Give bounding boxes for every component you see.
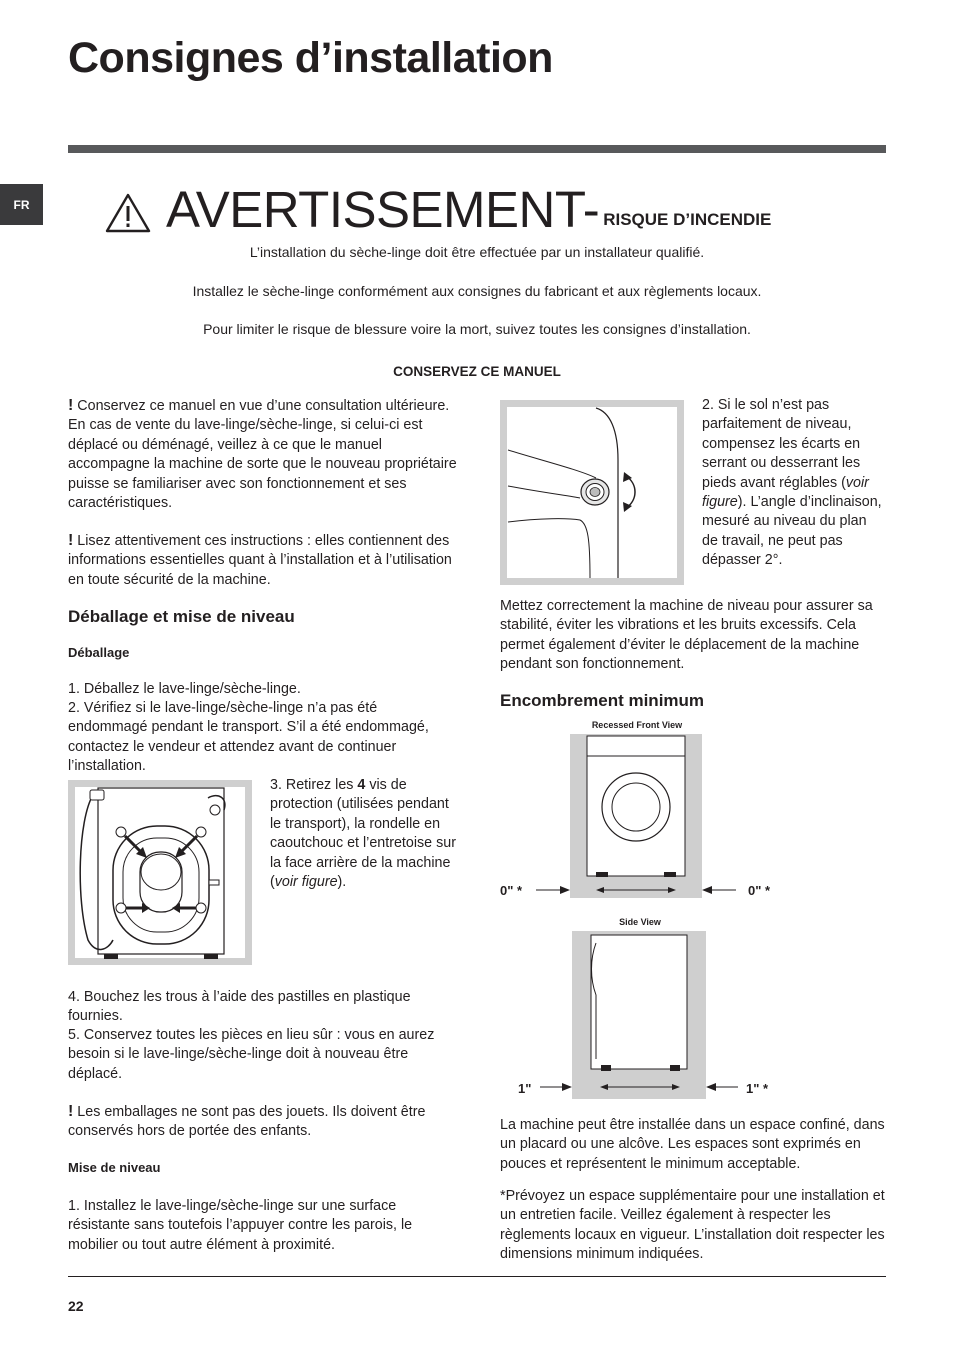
warning-line-1: L’installation du sèche-linge doit être effectuée par un installateur qualifié. — [249, 244, 705, 260]
side-view-label: Side View — [619, 917, 661, 927]
step3-text-a: 3. Retirez les — [270, 777, 358, 793]
front-view-diagram — [500, 732, 800, 902]
language-tab: FR — [0, 184, 43, 225]
exclamation-icon: ! — [68, 532, 74, 549]
note-packaging — [68, 1102, 460, 1142]
note-read-instructions — [68, 531, 460, 590]
unpack-step-4: 4. Bouchez les trous à l’aide des pastilles en plastique fournies. — [68, 989, 411, 1025]
warning-line-3: Pour limiter le risque de blessure voire la mort, suivez toutes les consignes d’installation. — [203, 321, 751, 337]
level2-text-a: 2. Si le sol n’est pas parfaitement de niveau, compensez les écarts en serrant ou desserrant les pieds avant réglables ( — [702, 397, 861, 491]
leveling-feet-figure — [500, 400, 684, 585]
header-rule — [68, 145, 886, 153]
step3-text-b: vis de protection (utilisées pendant le transport), la rondelle en caoutchouc et l’entretoise sur la face arrière de la machine ( — [270, 777, 456, 891]
page-number: 22 — [68, 1298, 84, 1314]
note-keep-manual — [68, 396, 460, 513]
page-title: Consignes d’installation — [68, 34, 553, 82]
step3-text-c: ). — [337, 874, 347, 891]
footer-rule — [68, 1276, 886, 1277]
leveling-paragraph: Mettez correctement la machine de niveau pour assurer sa stabilité, éviter les vibrations et les bruits excessifs. Cela permet également d’éviter le déplacement de la machine pendant son fonctionnement. — [500, 598, 873, 673]
section-title-clearance: Encombrement minimum — [500, 691, 705, 710]
clearance-paragraph-2: *Prévoyez un espace supplémentaire pour une installation et un entretien facile. Veillez également à respecter les règlements locaux en vigueur. L’installation doit respecter les dimensions minimum indiquées. — [500, 1188, 885, 1263]
level-step-1: 1. Installez le lave-linge/sèche-linge sur une surface résistante sans toutefois l’appuyer contre les parois, le mobilier ou tout autre élément à proximité. — [68, 1198, 413, 1253]
exclamation-icon: ! — [68, 397, 74, 414]
subsection-title-level: Mise de niveau — [68, 1160, 161, 1175]
subsection-title-unpack: Déballage — [68, 645, 130, 660]
clearance-paragraph-1: La machine peut être installée dans un espace confiné, dans un placard ou une alcôve. Les espaces sont exprimés en pouces et représentent le minimum acceptable. — [500, 1117, 885, 1172]
unpack-step-5: 5. Conservez toutes les pièces en lieu sûr : vous en aurez besoin si le lave-linge/sèche-linge doit à nouveau être déplacé. — [68, 1027, 435, 1082]
side-view-diagram — [500, 929, 800, 1101]
note-text: Conservez ce manuel en vue d’une consultation ultérieure. En cas de vente du lave-linge/sèche-linge, si celui-ci est déplacé ou déménagé, veillez à ce que le manuel accompagne la machine de sorte que le nouveau propriétaire puisse se familiariser avec son fonctionnement et ses caractéristiques. — [68, 398, 457, 512]
front-right-clearance: 0" * — [748, 883, 771, 898]
step3-screw-count: 4 — [357, 777, 366, 793]
side-right-clearance: 1" * — [746, 1081, 769, 1096]
unpack-step-2: 2. Vérifiez si le lave-linge/sèche-linge n’a pas été endommagé pendant le transport. S’il a été endommagé, contactez le vendeur et attendez avant de continuer l’installation. — [68, 700, 429, 775]
warning-triangle-icon — [104, 192, 152, 234]
warning-line-2: Installez le sèche-linge conformément aux consignes du fabricant et aux règlements locaux. — [192, 283, 762, 299]
level-step-2 — [702, 396, 886, 571]
note-text: Les emballages ne sont pas des jouets. Ils doivent être conservés hors de portée des enfants. — [68, 1104, 426, 1140]
front-left-clearance: 0" * — [500, 883, 523, 898]
warning-title: AVERTISSEMENT- — [166, 181, 600, 238]
exclamation-icon: ! — [68, 1103, 74, 1120]
side-left-clearance: 1" — [518, 1081, 532, 1096]
warning-subtitle: RISQUE D’INCENDIE — [603, 210, 772, 229]
warning-heading — [104, 181, 772, 238]
step3-see-figure: voir figure — [274, 874, 338, 891]
level2-see-figure: voir figure — [702, 474, 869, 511]
keep-manual-heading: CONSERVEZ CE MANUEL — [393, 364, 561, 379]
unpack-step-3 — [270, 776, 460, 892]
unpack-step-1: 1. Déballez le lave-linge/sèche-linge. — [68, 681, 301, 697]
front-view-label: Recessed Front View — [591, 720, 683, 730]
level2-text-b: ). L’angle d’inclinaison, mesuré au niveau du plan de travail, ne peut pas dépasser 2°. — [702, 494, 882, 569]
rear-screws-figure — [68, 780, 252, 965]
section-title-unpack-level: Déballage et mise de niveau — [68, 607, 295, 626]
note-text: Lisez attentivement ces instructions : elles contiennent des informations essentielles quant à l’installation et à l’utilisation en toute sécurité de la machine. — [68, 533, 452, 588]
adjustable-foot-drawing — [500, 400, 684, 585]
machine-rear-drawing — [68, 780, 252, 965]
